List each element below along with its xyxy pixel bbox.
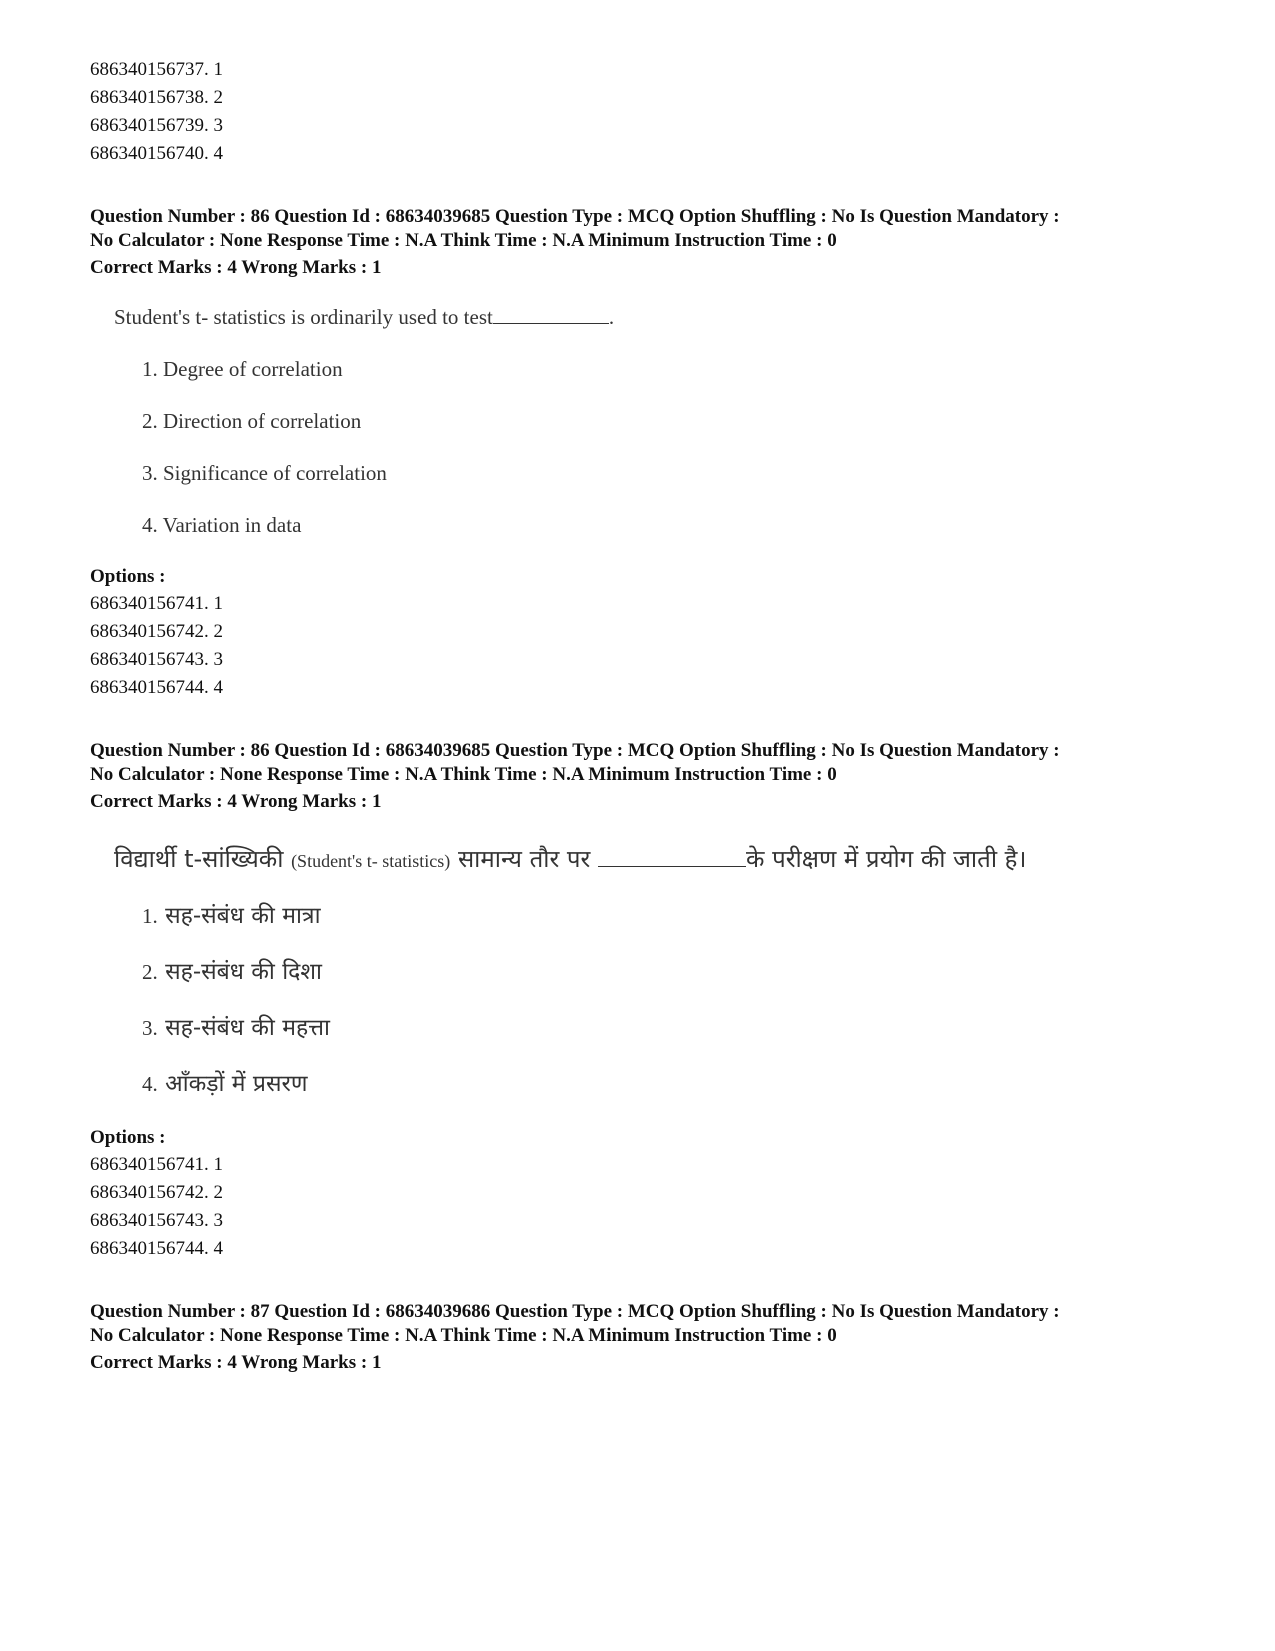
q2-choice-2	[142, 954, 322, 986]
q2-choice-2-num: 2.	[142, 960, 158, 984]
q3-marks: Correct Marks : 4 Wrong Marks : 1	[90, 1352, 382, 1373]
prev-option-4: 686340156740. 4	[90, 143, 223, 164]
q1-option-2: 686340156742. 2	[90, 621, 223, 642]
q1-choice-4: 4. Variation in data	[142, 513, 302, 537]
q2-stem-part1: विद्यार्थी t-सांख्यिकी	[114, 845, 284, 873]
q2-choice-3	[142, 1010, 330, 1042]
q1-stem-period: .	[608, 305, 615, 329]
q2-option-3: 686340156743. 3	[90, 1210, 223, 1231]
q1-option-3: 686340156743. 3	[90, 649, 223, 670]
q2-stem-part3: सामान्य तौर पर	[457, 845, 591, 873]
q2-option-4: 686340156744. 4	[90, 1238, 223, 1259]
q2-header-line2: No Calculator : None Response Time : N.A Think Time : N.A Minimum Instruction Time : 0	[90, 764, 837, 785]
q2-option-1: 686340156741. 1	[90, 1154, 223, 1175]
q1-option-1: 686340156741. 1	[90, 593, 223, 614]
q2-choice-4	[142, 1066, 308, 1098]
q2-choice-4-text: आँकड़ों में प्रसरण	[165, 1071, 308, 1097]
q2-choice-1	[142, 898, 321, 930]
q1-header	[90, 205, 1190, 253]
q2-question-stem	[114, 842, 1027, 875]
q1-stem-text: Student's t- statistics is ordinarily used to test	[114, 305, 493, 329]
q2-options-label: Options :	[90, 1127, 166, 1148]
q2-choice-3-num: 3.	[142, 1016, 158, 1040]
q2-choice-2-text: सह-संबंध की दिशा	[165, 959, 322, 985]
q2-choice-4-num: 4.	[142, 1072, 158, 1096]
q2-choice-3-text: सह-संबंध की महत्ता	[165, 1015, 331, 1041]
q1-choice-3: 3. Significance of correlation	[142, 461, 387, 485]
q2-option-2: 686340156742. 2	[90, 1182, 223, 1203]
q2-stem-part2: (Student's t- statistics)	[291, 851, 451, 871]
q2-header-line1: Question Number : 86 Question Id : 68634039685 Question Type : MCQ Option Shuffling : No Is Question Mandatory :	[90, 740, 1060, 761]
q2-choice-1-num: 1.	[142, 904, 158, 928]
q2-marks: Correct Marks : 4 Wrong Marks : 1	[90, 791, 382, 812]
q1-choice-2: 2. Direction of correlation	[142, 409, 362, 433]
prev-option-3: 686340156739. 3	[90, 115, 223, 136]
q3-header-line2: No Calculator : None Response Time : N.A Think Time : N.A Minimum Instruction Time : 0	[90, 1325, 837, 1346]
q1-question-stem	[114, 305, 614, 330]
q3-header	[90, 1300, 1190, 1348]
q2-choice-1-text: सह-संबंध की मात्रा	[165, 903, 321, 929]
q1-header-line2: No Calculator : None Response Time : N.A Think Time : N.A Minimum Instruction Time : 0	[90, 230, 837, 251]
q1-stem-blank	[493, 305, 609, 324]
q1-marks: Correct Marks : 4 Wrong Marks : 1	[90, 257, 382, 278]
q1-options-label: Options :	[90, 566, 166, 587]
q1-option-4: 686340156744. 4	[90, 677, 223, 698]
prev-option-2: 686340156738. 2	[90, 87, 223, 108]
q2-header	[90, 739, 1190, 787]
prev-option-1: 686340156737. 1	[90, 59, 223, 80]
q3-header-line1: Question Number : 87 Question Id : 68634039686 Question Type : MCQ Option Shuffling : No Is Question Mandatory :	[90, 1301, 1060, 1322]
q2-stem-part4: के परीक्षण में प्रयोग की जाती है।	[746, 845, 1027, 873]
q1-header-line1: Question Number : 86 Question Id : 68634039685 Question Type : MCQ Option Shuffling : No Is Question Mandatory :	[90, 206, 1060, 227]
q1-choice-1: 1. Degree of correlation	[142, 357, 343, 381]
q2-stem-blank	[598, 848, 746, 867]
